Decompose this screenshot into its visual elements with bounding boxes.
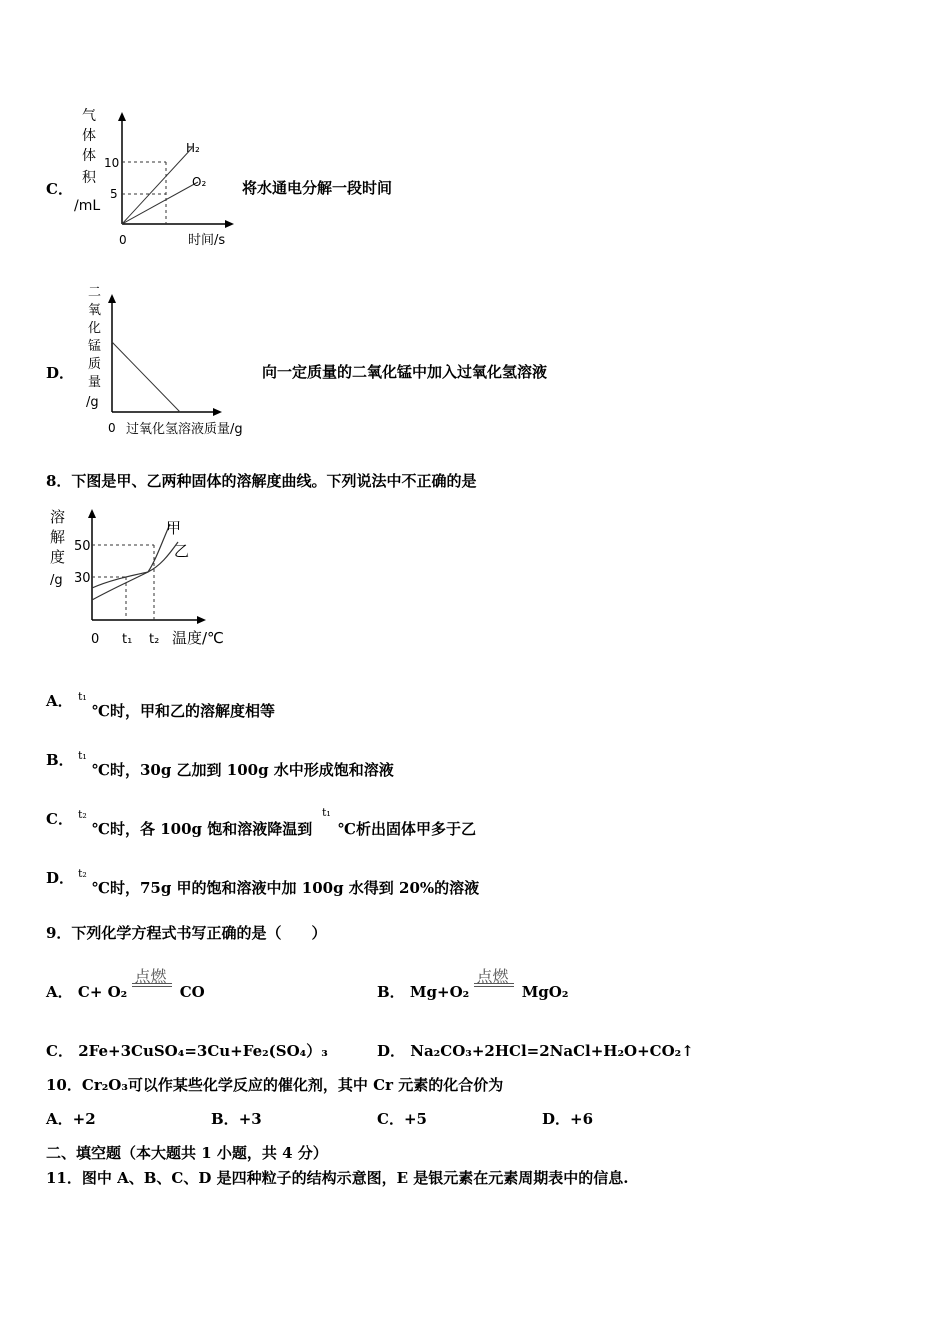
- q7-c-ylabel: [74, 108, 100, 214]
- q8-option-d: [46, 867, 480, 897]
- q7-d-ylabel: [86, 285, 101, 410]
- q8-ylabel: [50, 508, 65, 588]
- q7-c-ylabel-char: 体: [82, 128, 96, 144]
- q8-ylabel-char: 度: [50, 548, 66, 566]
- q7-c-xlabel: 时间/s: [188, 233, 226, 248]
- q9-option-letter: A．: [46, 983, 73, 1001]
- q9-d-text: Na₂CO₃+2HCl=2NaCl+H₂O+CO₂↑: [410, 1042, 694, 1060]
- q8-option-text: ℃时，30g 乙加到 100g 水中形成饱和溶液: [92, 761, 394, 779]
- q8-option-text: ℃时，甲和乙的溶解度相等: [92, 702, 275, 720]
- q9-b-left: Mg+O₂: [409, 983, 470, 1001]
- q8-option-c: [46, 806, 476, 838]
- q7-d-ylabel-char: 氧: [88, 303, 102, 318]
- q8-graph: [44, 500, 244, 658]
- q7-c-origin: 0: [119, 233, 127, 247]
- q7-d-ylabel-char: 量: [88, 375, 102, 390]
- q8-t-label: t₁: [78, 749, 87, 762]
- q8-option-b: [46, 749, 394, 779]
- q7-c-series-label: H₂: [186, 141, 200, 155]
- q9-option-letter: C．: [46, 1042, 73, 1060]
- q7-option-d-text: 向一定质量的二氧化锰中加入过氧化氢溶液: [262, 363, 548, 381]
- q9-option-a: [46, 967, 205, 1002]
- q10-option: D．+6: [542, 1110, 594, 1128]
- q9-a-right: CO: [179, 983, 205, 1001]
- q9-option-d: [377, 1040, 694, 1061]
- q8-option-letter: D．: [46, 869, 75, 887]
- q8-option-text: ℃时，各 100g 饱和溶液降温到: [92, 820, 313, 838]
- q8-option-text: ℃时，75g 甲的饱和溶液中加 100g 水得到 20%的溶液: [92, 879, 480, 897]
- q7-option-c-text: 将水通电分解一段时间: [242, 179, 393, 197]
- q7-c-tick: 5: [110, 187, 118, 201]
- q7-option-c-letter: C．: [46, 180, 73, 198]
- q8-t-label: t₁: [78, 690, 87, 703]
- q10-option: A．+2: [46, 1110, 96, 1128]
- q7-c-graph: [70, 104, 240, 254]
- q7-d-ylabel-char: 锰: [88, 339, 102, 354]
- q9-option-letter: B．: [377, 983, 405, 1001]
- q8-series-label: 甲: [166, 519, 182, 537]
- q8-xtick: t₂: [149, 632, 160, 647]
- q8-t-label: t₂: [78, 808, 87, 821]
- q10-option: C．+5: [377, 1110, 427, 1128]
- q7-d-ylabel-char: 二: [88, 285, 102, 300]
- q7-d-ylabel-char: 化: [88, 321, 102, 336]
- q8-option-a: [46, 690, 275, 720]
- q7-c-series-label: O₂: [192, 175, 207, 189]
- q7-c-ylabel-char: /mL: [74, 198, 101, 214]
- q9-condition: 点燃: [476, 967, 509, 986]
- q9-b-arrow: [474, 967, 516, 1000]
- q8-option-letter: A．: [46, 692, 73, 710]
- q7-d-ylabel-char: 质: [88, 357, 102, 372]
- q10-stem: 10．Cr₂O₃可以作某些化学反应的催化剂，其中 Cr 元素的化合价为: [46, 1076, 504, 1094]
- q9-option-c: [46, 1040, 328, 1061]
- q8-ylabel-char: 解: [50, 528, 66, 546]
- q9-option-b: [377, 967, 569, 1002]
- q9-condition: 点燃: [134, 967, 167, 986]
- q8-xtick: t₁: [122, 632, 133, 647]
- q8-ytick: 30: [74, 571, 91, 586]
- q8-option-text: ℃析出固体甲多于乙: [338, 820, 476, 838]
- q7-d-graph: [78, 282, 268, 442]
- q7-option-d-letter: D．: [46, 364, 75, 382]
- q9-option-letter: D．: [377, 1042, 406, 1060]
- q9-a-left: C+ O₂: [77, 983, 128, 1001]
- q10-option: B．+3: [211, 1110, 262, 1128]
- q8-origin: 0: [91, 632, 100, 647]
- q8-ytick: 50: [74, 539, 91, 554]
- q7-c-tick: 10: [104, 156, 120, 170]
- q8-stem: 8．下图是甲、乙两种固体的溶解度曲线。下列说法中不正确的是: [46, 472, 477, 490]
- q11-stem: 11．图中 A、B、C、D 是四种粒子的结构示意图，E 是银元素在元素周期表中的信息.: [46, 1169, 629, 1187]
- q7-c-ylabel-char: 积: [82, 170, 96, 186]
- q9-a-arrow: [132, 967, 174, 1000]
- q8-t-label: t₁: [322, 806, 331, 819]
- q8-t-label: t₂: [78, 867, 87, 880]
- q7-c-ylabel-char: 体: [82, 148, 96, 164]
- q7-d-xlabel: 过氧化氢溶液质量/g: [126, 422, 243, 437]
- section-heading: 二、填空题（本大题共 1 小题，共 4 分）: [46, 1144, 328, 1162]
- q9-c-text: 2Fe+3CuSO₄=3Cu+Fe₂(SO₄）₃: [78, 1042, 328, 1060]
- q8-ylabel-char: /g: [50, 573, 63, 588]
- q8-option-letter: B．: [46, 751, 74, 769]
- q9-b-right: MgO₂: [521, 983, 569, 1001]
- q8-series-label: 乙: [174, 542, 190, 560]
- q9-stem: 9．下列化学方程式书写正确的是（ ）: [46, 924, 327, 942]
- q7-d-origin: 0: [108, 421, 116, 435]
- q7-d-ylabel-char: /g: [86, 395, 99, 410]
- q8-ylabel-char: 溶: [50, 508, 66, 526]
- q8-xlabel: 温度/℃: [172, 629, 224, 647]
- q7-c-ylabel-char: 气: [82, 108, 96, 124]
- q8-option-letter: C．: [46, 810, 73, 828]
